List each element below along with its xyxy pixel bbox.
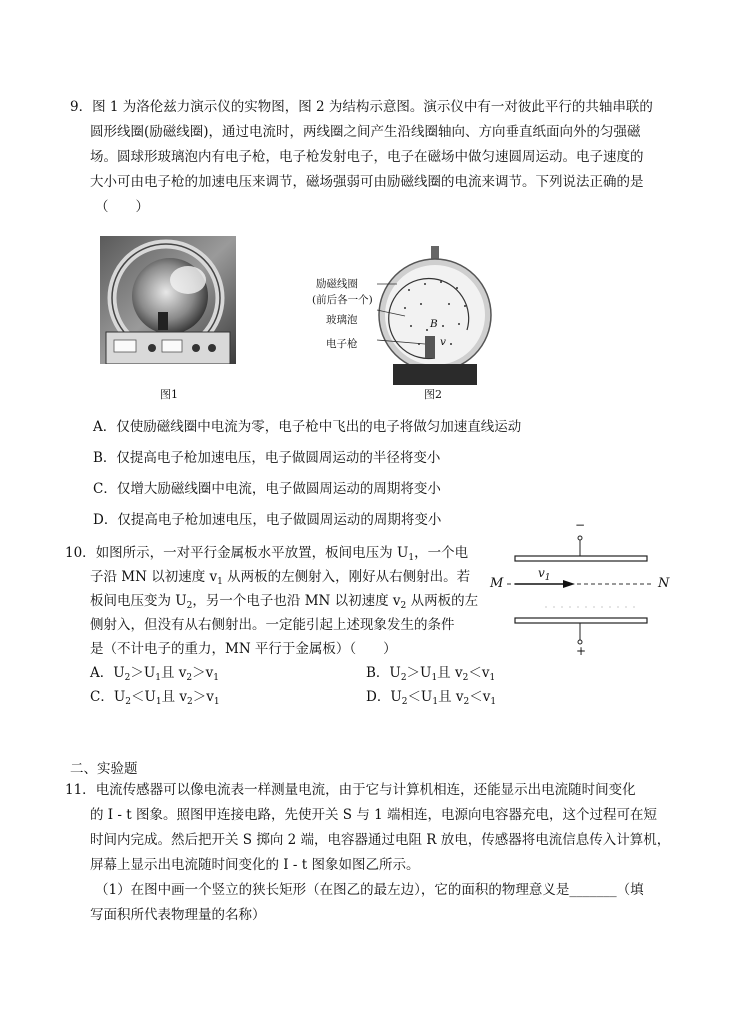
- q9-answer-paren: （ ）: [95, 199, 149, 215]
- q11-part-1: （1）在图中画一个竖立的狭长矩形（在图乙的最左边），它的面积的物理意义是_______（填: [95, 882, 644, 898]
- q11-line-4: 屏幕上显示出电流随时间变化的 I - t 图象如图乙所示。: [90, 857, 420, 873]
- q10-option-b: B．$U_2>U_1$且 $v_2<v_1$: [366, 665, 496, 683]
- fig2-label-coil-note: (前后各一个): [312, 294, 373, 306]
- figure-1-photo: [100, 236, 236, 384]
- fig2-label-bulb: 玻璃泡: [326, 314, 358, 326]
- q10-line-5: 是（不计电子的重力，MN 平行于金属板）（ ）: [90, 641, 397, 657]
- fig2-label-gun: 电子枪: [326, 338, 358, 350]
- top-plate: [515, 556, 647, 561]
- q9-line-2: 圆形线圈(励磁线圈)，通过电流时，两线圈之间产生沿线圈轴向、方向垂直纸面向外的匀强磁: [90, 124, 641, 140]
- q9-number: 9．: [70, 99, 93, 115]
- section-2-title: 二、实验题: [70, 761, 138, 777]
- q10-option-d: D．$U_2<U_1$且 $v_2<v_1$: [366, 689, 497, 707]
- q11-number: 11．: [65, 782, 96, 798]
- top-sign-minus: −: [575, 518, 586, 532]
- point-m-label: M: [490, 576, 504, 591]
- q11-line-3: 时间内完成。然后把开关 S 掷向 2 端，电容器通过电阻 R 放电，传感器将电流信息传入计算机，: [90, 832, 671, 848]
- bottom-plate: [515, 618, 647, 623]
- q9-line-1: 9．图 1 为洛伦兹力演示仪的实物图，图 2 为结构示意图。演示仪中有一对彼此平行的共轴串联的: [70, 99, 653, 115]
- q10-number: 10．: [65, 545, 96, 561]
- fig2-label-v: v: [440, 336, 446, 348]
- q10-plates-diagram: [485, 532, 675, 657]
- q9-option-a: A．仅使励磁线圈中电流为零，电子枪中飞出的电子将做匀加速直线运动: [93, 419, 522, 435]
- q11-line-1: 11．电流传感器可以像电流表一样测量电流，由于它与计算机相连，还能显示出电流随时间变化: [65, 782, 636, 798]
- fig2-label-coil: 励磁线圈: [316, 278, 358, 290]
- bottom-sign-plus: +: [576, 644, 587, 658]
- fig2-label-b: B: [430, 318, 438, 330]
- figure-2-caption: 图2: [424, 388, 442, 401]
- q10-line-4: 侧射入，但没有从右侧射出。一定能引起上述现象发生的条件: [90, 617, 455, 633]
- q9-option-c: C．仅增大励磁线圈中电流，电子做圆周运动的周期将变小: [93, 481, 441, 497]
- q9-option-b: B．仅提高电子枪加速电压，电子做圆周运动的半径将变小: [93, 450, 441, 466]
- q11-part-1-cont: 写面积所代表物理量的名称）: [90, 907, 266, 923]
- figure-2-diagram: [375, 240, 495, 385]
- q10-line-3: 板间电压变为 $U_2$，另一个电子也沿 MN 以初速度 $v_2$ 从两板的左: [90, 593, 479, 611]
- answer-blank[interactable]: _______: [569, 882, 617, 898]
- q11-line-2: 的 I - t 图象。照图甲连接电路，先使开关 S 与 1 端相连，电源向电容器充电，这个过程可在短: [90, 807, 657, 823]
- point-n-label: N: [658, 576, 670, 591]
- q9-line-4: 大小可由电子枪的加速电压来调节，磁场强弱可由励磁线圈的电流来调节。下列说法正确的是: [90, 174, 644, 190]
- q10-line-1: 10．如图所示，一对平行金属板水平放置，板间电压为 $U_1$，一个电: [65, 545, 469, 563]
- q10-line-2: 子沿 MN 以初速度 $v_1$ 从两板的左侧射入，刚好从右侧射出。若: [90, 569, 471, 587]
- q10-option-c: C．$U_2<U_1$且 $v_2>v_1$: [90, 689, 220, 707]
- q9-line-3: 场。圆球形玻璃泡内有电子枪，电子枪发射电子，电子在磁场中做匀速圆周运动。电子速度的: [90, 149, 644, 165]
- q10-option-a: A．$U_2>U_1$且 $v_2>v_1$: [90, 665, 220, 683]
- q9-option-d: D．仅提高电子枪加速电压，电子做圆周运动的周期将变小: [93, 512, 442, 528]
- v1-label: $v_1$: [538, 566, 551, 583]
- figure-1-caption: 图1: [160, 388, 178, 401]
